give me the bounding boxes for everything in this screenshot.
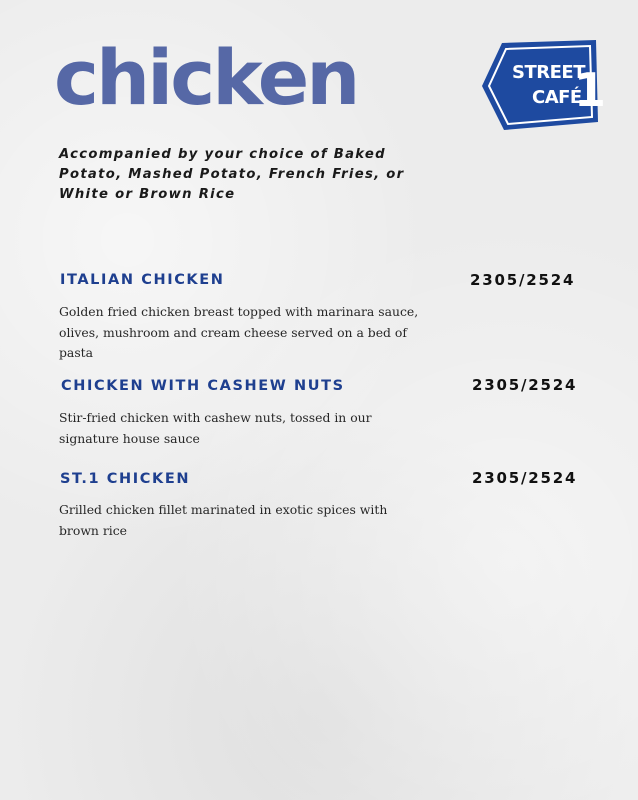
item-price: 2305/2524 <box>472 376 578 394</box>
item-price: 2305/2524 <box>470 271 576 289</box>
item-description: Grilled chicken fillet marinated in exotic spices with brown rice <box>59 502 388 538</box>
menu-subtitle: Accompanied by your choice of Baked Potato, Mashed Potato, French Fries, or White or Brown Rice <box>59 147 405 202</box>
logo-number: 1 <box>574 63 607 117</box>
item-name: ITALIAN CHICKEN <box>60 272 225 288</box>
item-price: 2305/2524 <box>472 469 578 487</box>
page-title: chicken <box>54 33 358 122</box>
logo-line2: CAFÉ <box>532 87 582 108</box>
logo-line1: STREET <box>512 62 585 83</box>
item-name: ST.1 CHICKEN <box>60 471 191 487</box>
item-description: Stir-fried chicken with cashew nuts, tossed in our signature house sauce <box>59 410 372 446</box>
street-cafe-1-logo <box>480 40 607 130</box>
item-description: Golden fried chicken breast topped with marinara sauce, olives, mushroom and cream cheese served on a bed of pasta <box>59 304 419 360</box>
item-name: CHICKEN WITH CASHEW NUTS <box>61 378 345 394</box>
